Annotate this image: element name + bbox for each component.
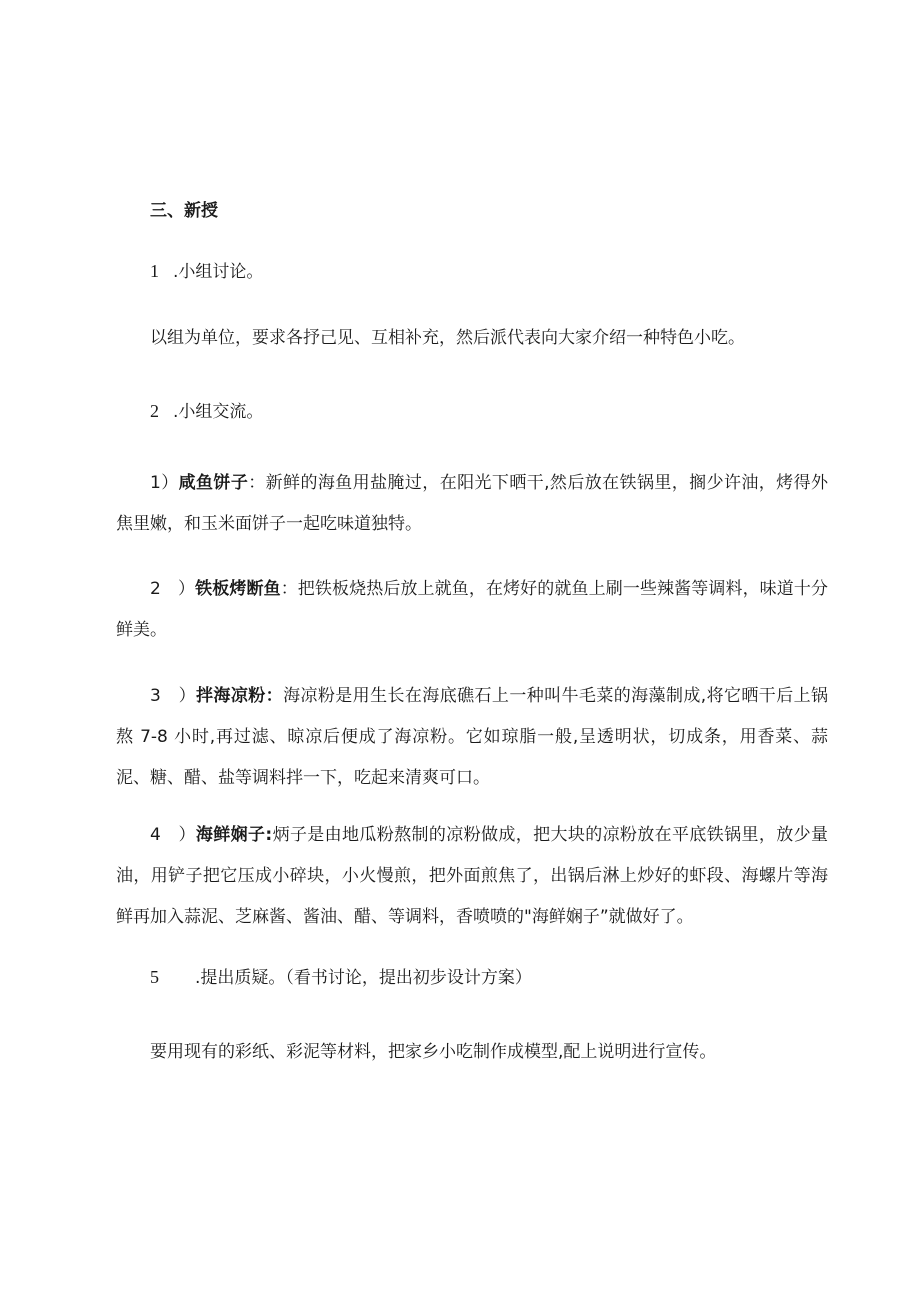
snack-item-iron-plate-fish [116,569,828,651]
step-1-label: .小组讨论。 [173,262,264,282]
step-1-heading [150,258,263,285]
snack-item-name: 拌海凉粉： [196,686,284,706]
snack-item-sea-jelly [116,676,828,799]
step-2-label: .小组交流。 [173,402,264,422]
snack-item-prefix: 1） [150,473,179,493]
step-1-description: 以组为单位，要求各抒己见、互相补充，然后派代表向大家介绍一种特色小吃。 [150,328,745,348]
snack-item-salted-fish-cake [116,463,828,545]
snack-item-text: 把铁板烧热后放上就鱼，在烤好的就鱼上刷一些辣酱等调料，味道十分鲜美。 [116,579,829,640]
step-5-description: 要用现有的彩纸、彩泥等材料，把家乡小吃制作成模型,配上说明进行宣传。 [150,1042,717,1062]
step-2-number: 2 [150,401,159,421]
snack-item-name: 海鲜娴子: [195,825,273,845]
step-1-number: 1 [150,261,159,281]
snack-item-prefix: 2 ） [150,579,196,599]
snack-item-text: 新鲜的海鱼用盐腌过，在阳光下晒干,然后放在铁锅里，搁少许油，烤得外焦里嫩，和玉米面饼子一起吃味道独特。 [116,473,828,534]
step-5-number: 5 [150,967,159,987]
snack-item-name: 咸鱼饼子 [178,473,249,493]
snack-item-seafood-jelly [116,815,828,938]
step-2-heading [150,398,263,425]
step-5-heading [150,964,532,991]
snack-item-text: 海凉粉是用生长在海底礁石上一种叫牛毛菜的海藻制成,将它晒干后上锅熬 7-8 小时,再过滤、晾凉后便成了海凉粉。它如琼脂一般,呈透明状，切成条，用香菜、蒜泥、糖、醋、盐等调料拌一下，吃起来清爽可口。 [116,686,828,788]
snack-item-separator: ： [248,473,266,493]
snack-item-prefix: 3 ） [150,686,197,706]
snack-item-name: 铁板烤断鱼 [195,579,281,599]
snack-item-prefix: 4 ） [150,825,196,845]
section-title: 三、新授 [150,201,218,221]
snack-item-separator: ： [280,579,298,599]
snack-item-text: 炳子是由地瓜粉熬制的凉粉做成，把大块的凉粉放在平底铁锅里，放少量油，用铲子把它压成小碎块，小火慢煎，把外面煎焦了，出锅后淋上炒好的虾段、海螺片等海鲜再加入蒜泥、芝麻酱、酱油、醋、等调料，香喷喷的"海鲜娴子”就做好了。 [116,825,828,927]
step-5-label: .提出质疑。（看书讨论，提出初步设计方案） [195,968,532,988]
